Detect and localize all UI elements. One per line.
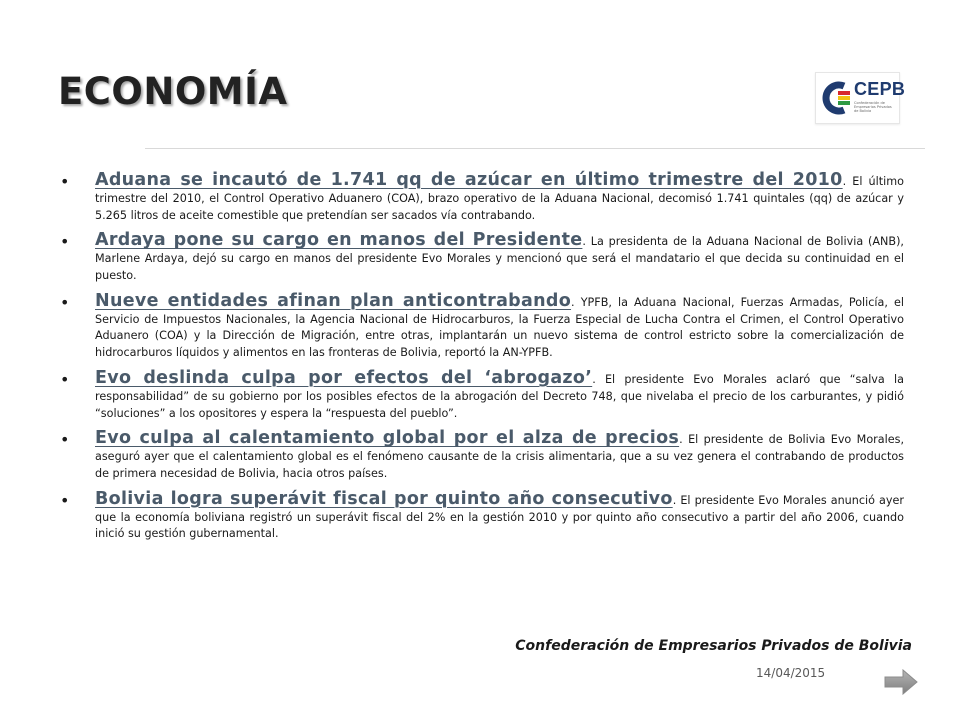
news-body: El presidente Evo Morales aclaró que “salva la responsabilidad” de su gobierno por los posibles efectos de la abrogación del Decreto 748, que nivelaba el precio de los carburantes, y pidió “soluciones” a los opositores y espera la “respuesta del pueblo”.	[95, 372, 904, 420]
news-item	[58, 172, 904, 224]
headline-separator: .	[672, 493, 677, 507]
headline-separator: .	[592, 372, 596, 386]
bullet-icon: •	[60, 430, 70, 450]
bullet-icon: •	[60, 490, 70, 510]
headline-separator: .	[842, 175, 847, 188]
news-headline-link[interactable]: Evo deslinda culpa por efectos del ‘abrogazo’	[95, 367, 593, 388]
footer-date: 14/04/2015	[756, 666, 826, 680]
news-list	[58, 172, 904, 551]
news-item	[58, 430, 904, 482]
footer-organization: Confederación de Empresarios Privados de Bolivia	[515, 638, 912, 654]
bullet-icon: •	[60, 369, 70, 389]
header-divider	[145, 148, 925, 149]
news-headline-link[interactable]: Evo culpa al calentamiento global por el alza de precios	[95, 428, 680, 449]
news-body: YPFB, la Aduana Nacional, Fuerzas Armadas, Policía, el Servicio de Impuestos Nacionales, la Agencia Nacional de Hidrocarburos, la Fuerza Especial de Lucha Contra el Crimen, el Control Operativo Aduanero (COA) y la Dirección de Migración, entre otras, implantarán un nuevo sistema de control estricto sobre la comercialización de hidrocarburos líquidos y alimentos en las fronteras de Bolivia, reportó la AN-YPFB.	[95, 295, 905, 360]
headline-separator: .	[582, 235, 586, 249]
news-body: La presidenta de la Aduana Nacional de Bolivia (ANB), Marlene Ardaya, dejó su cargo en manos del presidente Evo Morales y mencionó que será el mandatario el que decida su continuidad en el puesto.	[95, 235, 904, 282]
news-body: El último trimestre del 2010, el Control Operativo Aduanero (COA), brazo operativo de la Aduana Nacional, decomisó 1.741 quintales (qq) de azúcar y 5.265 litros de aceite comestible que pretendían ser sacados vía contrabando.	[95, 175, 904, 222]
news-body: El presidente de Bolivia Evo Morales, aseguró ayer que el calentamiento global es el fenómeno causante de la crisis alimentaria, que a su vez genera el contrabando de productos de primera necesidad de Bolivia, hacia otros países.	[95, 433, 904, 480]
cepb-logo-icon	[820, 77, 854, 119]
headline-separator: .	[679, 433, 683, 447]
news-headline-link[interactable]: Nueve entidades afinan plan anticontrabando	[95, 290, 572, 311]
bullet-icon: •	[60, 172, 70, 191]
logo-subtitle: Confederación de Empresarios Privados de Bolivia	[854, 101, 892, 113]
cepb-logo	[815, 72, 906, 124]
news-item	[58, 290, 905, 362]
news-item	[58, 232, 904, 284]
news-headline-link[interactable]: Ardaya pone su cargo en manos del Presidente	[95, 230, 583, 251]
bullet-icon: •	[60, 232, 70, 252]
news-headline-link[interactable]: Bolivia logra superávit fiscal por quinto año consecutivo	[95, 488, 673, 509]
headline-separator: .	[571, 295, 575, 309]
news-item	[58, 488, 904, 543]
news-headline-link[interactable]: Aduana se incautó de 1.741 qq de azúcar en último trimestre del 2010	[95, 170, 843, 190]
arrow-right-icon[interactable]	[884, 669, 918, 695]
logo-wordmark: CEPB	[854, 79, 906, 99]
news-item	[58, 367, 904, 422]
news-body: El presidente Evo Morales anunció ayer que la economía boliviana registró un superávit fiscal del 2% en la gestión 2010 y por quinto año consecutivo a partir del año 2006, cuando inició su gestión gubernamental.	[95, 493, 904, 541]
bullet-icon: •	[60, 292, 70, 312]
page-title: ECONOMÍA	[58, 70, 288, 113]
